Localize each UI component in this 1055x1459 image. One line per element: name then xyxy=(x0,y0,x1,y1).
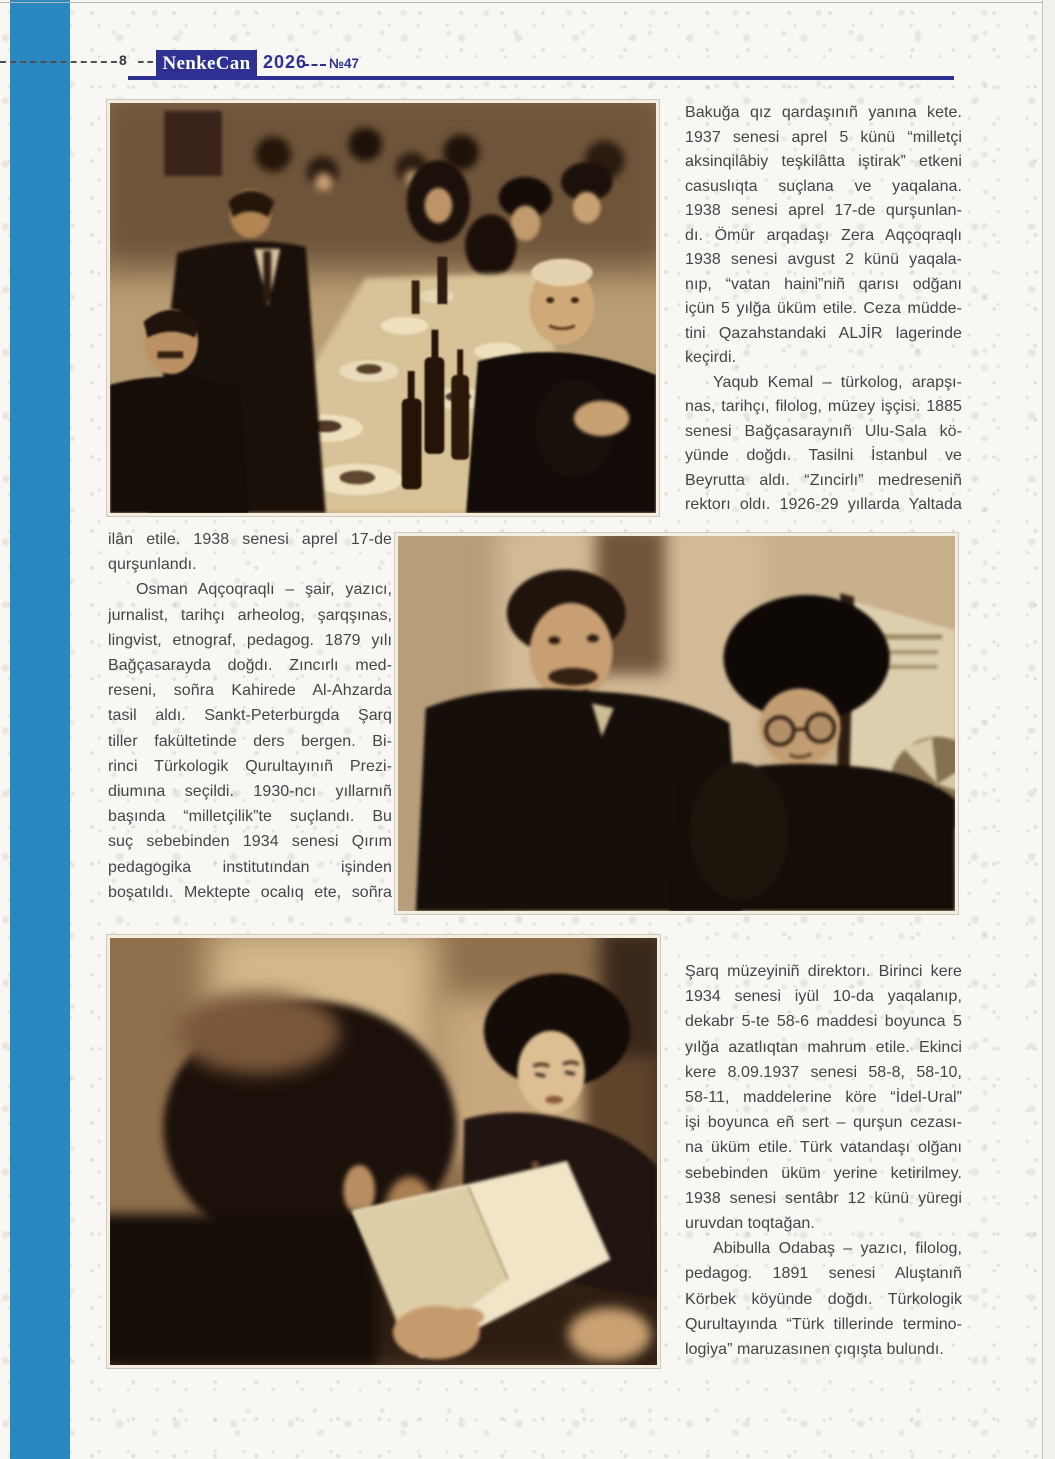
text-line: qurşunlandı. xyxy=(108,556,197,574)
banquet-photo-art xyxy=(110,103,656,513)
masthead: NenkeCan xyxy=(156,50,257,77)
text-line: 58-11, maddelerine köre “İdel-Ural” xyxy=(685,1089,962,1107)
text-line: reseni, soñra Kahirede Al-Ahzarda xyxy=(108,682,392,700)
text-line: yılğa azatlıqtan mahrum etile. Ekinci xyxy=(685,1038,962,1056)
text-line: pedagogika institutından işinden xyxy=(108,858,392,876)
text-line: rinci Türkologik Qurultayınıñ Prezi- xyxy=(108,757,392,775)
text-line: nıp, “vatan haini”niñ qarısı odğanı xyxy=(685,275,962,293)
text-line: lingvist, etnograf, pedagog. 1879 yılı xyxy=(108,631,392,649)
text-line: Bakuğa qız qardaşınıñ yanına kete. xyxy=(685,104,962,121)
text-line: casuslıqta suçlana ve yaqalana. xyxy=(685,177,962,195)
reading-photo xyxy=(107,935,660,1368)
text-line: Qurultayında “Türk tillerinde termino- xyxy=(685,1315,962,1333)
header-dash xyxy=(138,61,153,63)
page-right-edge xyxy=(1042,0,1043,1459)
text-line: dekabr 5-te 58-6 maddesi boyunca 5 xyxy=(685,1013,962,1031)
text-line: Osman Aqçoqraqlı – şair, yazıcı, xyxy=(136,581,392,599)
text-line: 1934 senesi iyül 10-da yaqalanıp, xyxy=(685,988,962,1006)
text-line: Körbek köyünde doğdı. Türkologik xyxy=(685,1290,962,1308)
text-line: dı. Ömür arqadaşı Zera Aqçoqraqlı xyxy=(685,226,962,244)
text-line: işi boyunca eñ sert – qurşun cezası- xyxy=(685,1114,962,1132)
text-line: yünde doğdı. Tasilni İstanbul ve xyxy=(685,447,962,464)
column-right-top xyxy=(685,101,962,518)
text-line: keçirdi. xyxy=(685,349,737,366)
left-blue-bar xyxy=(10,0,70,1459)
text-line: sebebinden üküm yerine ketirilmey. xyxy=(685,1164,962,1182)
text-line: tini Qazahstandaki ALJİR lagerinde xyxy=(685,324,962,342)
text-line: senesi Bağçasaraynıñ Ulu-Sala kö- xyxy=(685,422,962,440)
text-line: Şarq müzeyiniñ direktorı. Birinci kere xyxy=(685,963,962,980)
text-line: Beyrutta aldı. “Zıncirlı” medreseniñ xyxy=(685,471,962,489)
text-line: diumına seçildi. 1930-ncı yıllarnıñ xyxy=(108,783,392,801)
text-line: Abibulla Odabaş – yazıcı, filolog, xyxy=(713,1240,962,1258)
text-line: jurnalist, tarihçı arheolog, şarqşınas, xyxy=(108,606,392,624)
text-line: içün 5 yılğa üküm etile. Ceza müdde- xyxy=(685,300,962,317)
text-line: kere 8.09.1937 senesi 58-8, 58-10, xyxy=(685,1063,962,1081)
column-right-bottom xyxy=(685,959,962,1362)
text-line: na üküm etile. Türk vatandaşı olğanı xyxy=(685,1139,962,1157)
two-men-photo-art xyxy=(398,536,955,911)
text-line: tasil aldı. Sankt-Peterburgda Şarq xyxy=(108,707,392,725)
header-dashed-line xyxy=(0,61,117,63)
text-line: tiller fakültetinde ders bergen. Bi- xyxy=(108,732,392,750)
text-line: Bağçasarayda doğdı. Zıncırlı med- xyxy=(108,657,392,675)
column-left-middle xyxy=(108,527,392,905)
text-line: 1938 senesi sentâbr 12 künü yüregi xyxy=(685,1189,962,1207)
header-rule xyxy=(128,76,954,80)
text-line: 1938 senesi aprel 17-de qurşunlan- xyxy=(685,202,962,219)
masthead-year: 2026 xyxy=(263,52,308,72)
text-line: aksinqilâbiy teşkilâtta iştirak” etkeni xyxy=(685,153,962,170)
header-navy-dash xyxy=(303,64,326,66)
text-line: uruvdan toqtağan. xyxy=(685,1215,815,1233)
page-number: 8 xyxy=(119,52,127,68)
text-line: suç sebebinden 1934 senesi Qırım xyxy=(108,833,392,851)
page-right-margin xyxy=(1043,0,1055,1459)
text-line: pedagog. 1891 senesi Aluştanıñ xyxy=(685,1265,962,1283)
text-line: ilân etile. 1938 senesi aprel 17-de xyxy=(108,531,392,548)
banquet-photo xyxy=(107,100,659,516)
text-line: rektorı oldı. 1926-29 yıllarda Yaltada xyxy=(685,496,962,513)
text-line: başında “milletçilik”te suçlandı. Bu xyxy=(108,808,392,826)
two-men-photo xyxy=(395,533,958,914)
text-line: 1937 senesi aprel 5 künü “milletçi xyxy=(685,128,962,146)
text-line: logiya” maruzasınen çıqışta bulundı. xyxy=(685,1341,944,1359)
text-line: Yaqub Kemal – türkolog, arapşı- xyxy=(713,373,962,391)
reading-photo-art xyxy=(110,938,657,1365)
text-line: 1938 senesi avgust 2 künü yaqala- xyxy=(685,251,962,268)
text-line: nas, tarihçı, filolog, müzey işçisi. 1885 xyxy=(685,398,962,415)
text-line: boşatıldı. Mektepte ocalıq ete, soñra xyxy=(108,883,392,901)
page-top-edge xyxy=(0,2,1043,3)
issue-number: №47 xyxy=(329,56,360,71)
